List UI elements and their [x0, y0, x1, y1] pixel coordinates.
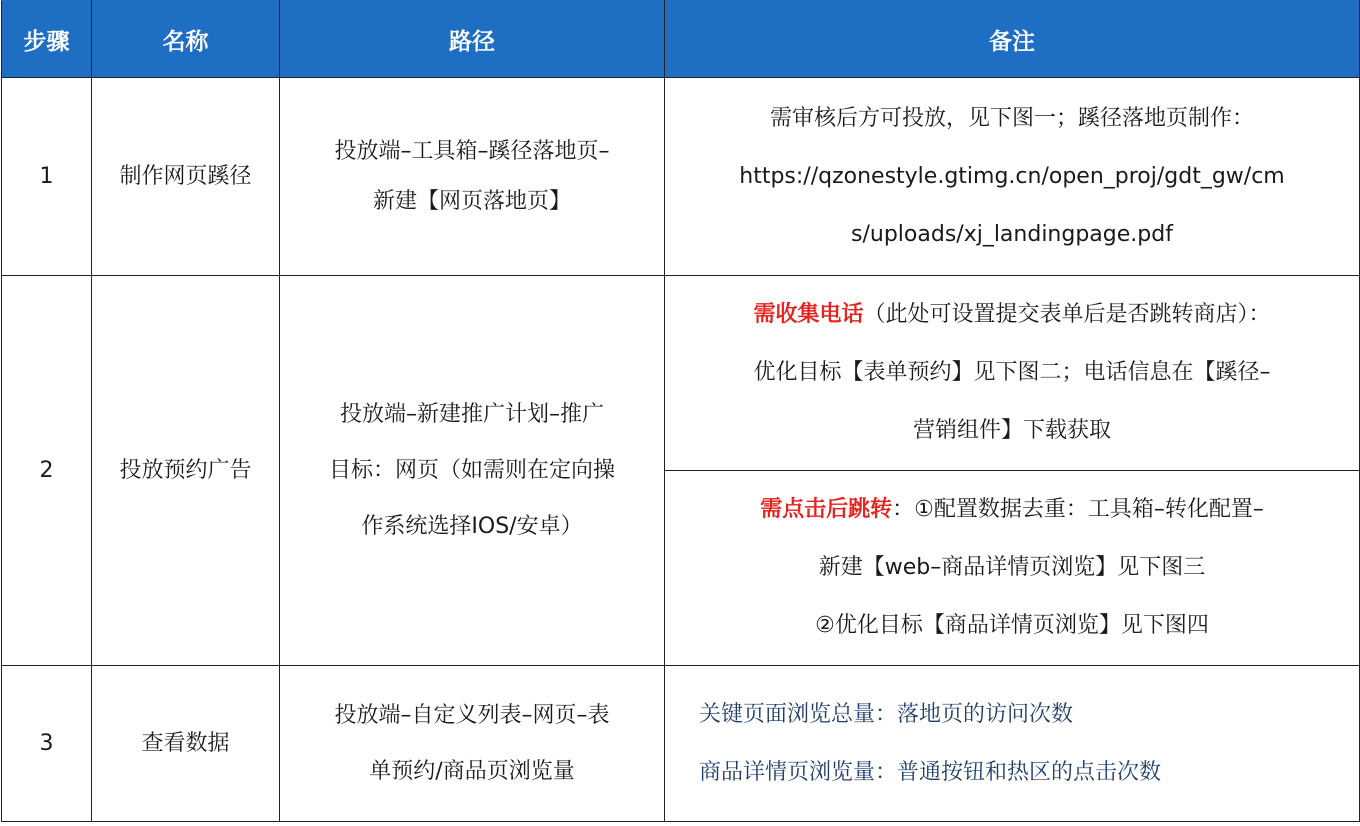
steps-table — [1, 0, 1360, 822]
header-step: 步骤 — [2, 1, 92, 78]
note-line: ②优化目标【商品详情页浏览】见下图四 — [815, 613, 1209, 638]
table-row — [2, 666, 1360, 822]
header-path: 路径 — [280, 1, 665, 78]
step-name: 制作网页蹊径 — [92, 78, 280, 276]
step-note-redirect — [665, 471, 1360, 666]
step-path — [280, 666, 665, 822]
note-line — [665, 286, 1359, 344]
path-line: 单预约/商品页浏览量 — [369, 758, 575, 784]
note-url-line: s/uploads/xj_landingpage.pdf — [851, 221, 1173, 247]
note-line: 关键页面浏览总量：落地页的访问次数 — [699, 701, 1074, 727]
path-line: 投放端–新建推广计划–推广 — [339, 401, 604, 427]
path-line: 投放端–工具箱–蹊径落地页– — [334, 138, 610, 164]
step-number: 3 — [2, 666, 92, 822]
note-url-line: https://qzonestyle.gtimg.cn/open_proj/gdt_gw/cm — [739, 163, 1285, 189]
step-name: 查看数据 — [92, 666, 280, 822]
step-number: 1 — [2, 78, 92, 276]
step-path — [280, 276, 665, 666]
note-line: 优化目标【表单预约】见下图二；电话信息在【蹊径– — [753, 360, 1271, 385]
header-note: 备注 — [665, 1, 1360, 78]
table-row — [2, 276, 1360, 471]
note-text: （此处可设置提交表单后是否跳转商店）： — [863, 302, 1271, 327]
path-line: 投放端–自定义列表–网页–表 — [334, 702, 610, 728]
path-line: 新建【网页落地页】 — [372, 188, 571, 214]
table-row — [2, 78, 1360, 276]
path-line: 目标：网页（如需则在定向操 — [328, 457, 615, 483]
path-line: 作系统选择IOS/安卓） — [361, 513, 583, 539]
highlight-label: 需收集电话 — [753, 302, 864, 327]
step-name: 投放预约广告 — [92, 276, 280, 666]
note-line: 营销组件】下载获取 — [912, 418, 1111, 443]
step-note — [665, 666, 1360, 822]
note-line: 商品详情页浏览量：普通按钮和热区的点击次数 — [699, 759, 1162, 785]
step-number: 2 — [2, 276, 92, 666]
step-note-phone — [665, 276, 1360, 471]
header-name: 名称 — [92, 1, 280, 78]
note-line: 新建【web–商品详情页浏览】见下图三 — [818, 555, 1206, 580]
note-line: 需审核后方可投放，见下图一；蹊径落地页制作： — [769, 105, 1254, 131]
highlight-label: 需点击后跳转 — [760, 497, 893, 522]
note-text: ：①配置数据去重：工具箱–转化配置– — [892, 497, 1264, 522]
step-path — [280, 78, 665, 276]
step-note — [665, 78, 1360, 276]
note-line — [665, 481, 1359, 539]
header-row — [2, 1, 1360, 78]
